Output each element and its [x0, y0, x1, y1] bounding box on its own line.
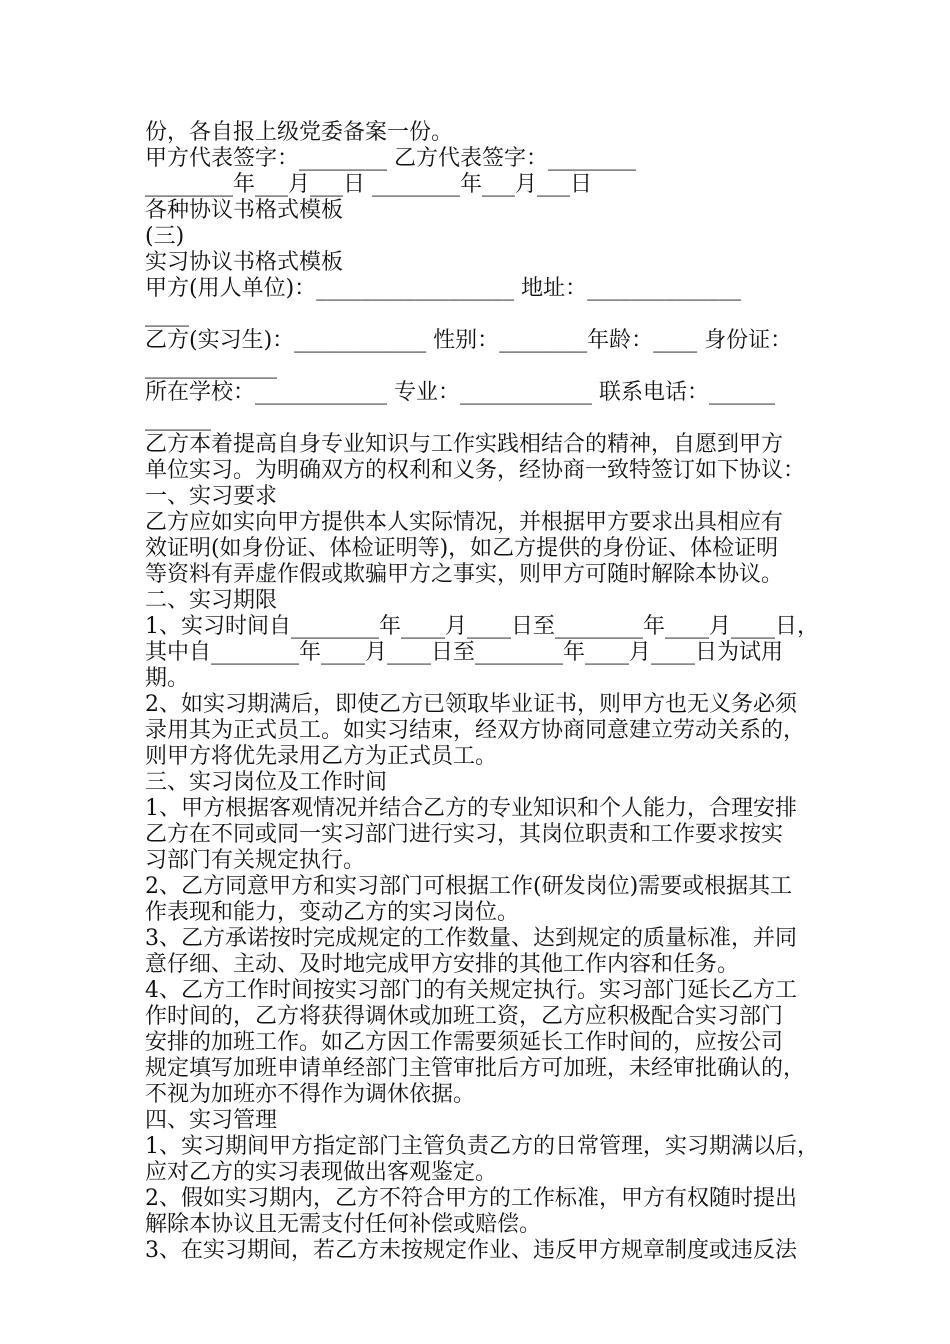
text-line: 习部门有关规定执行。	[145, 848, 366, 873]
text-line: 1、实习时间自________年____月____日至________年____月____日，	[145, 614, 819, 639]
text-line: (三)	[145, 224, 185, 249]
text-line: 期。	[145, 666, 190, 691]
text-line: 乙方在不同或同一实习部门进行实习，其岗位职责和工作要求按实	[145, 822, 784, 847]
text-line: 甲方代表签字：________ 乙方代表签字：________	[145, 146, 636, 171]
text-line: 乙方(实习生)：____________ 性别：________年龄：____ 身份证：	[145, 328, 793, 353]
text-line: 四、实习管理	[145, 1108, 278, 1133]
text-line: 2、如实习期满后，即使乙方已领取毕业证书，则甲方也无义务必须	[145, 692, 797, 717]
text-line: 2、假如实习期内，乙方不符合甲方的工作标准，甲方有权随时提出	[145, 1186, 797, 1211]
document-body	[145, 120, 825, 1264]
text-line: 3、在实习期间，若乙方未按规定作业、违反甲方规章制度或违反法	[145, 1238, 797, 1263]
text-line: 应对乙方的实习表现做出客观鉴定。	[145, 1160, 498, 1185]
text-line: 乙方应如实向甲方提供本人实际情况，并根据甲方要求出具相应有	[145, 510, 784, 535]
text-line: 1、甲方根据客观情况并结合乙方的专业知识和个人能力，合理安排	[145, 796, 797, 821]
text-line: ______	[145, 406, 211, 431]
text-line: 4、乙方工作时间按实习部门的有关规定执行。实习部门延长乙方工	[145, 978, 797, 1003]
text-line: 单位实习。为明确双方的权利和义务，经协商一致特签订如下协议：	[145, 458, 806, 483]
text-line: 意仔细、主动、及时地完成甲方安排的其他工作内容和任务。	[145, 952, 740, 977]
text-line: 作表现和能力，变动乙方的实习岗位。	[145, 900, 520, 925]
text-line: 所在学校：____________ 专业：____________ 联系电话：______	[145, 380, 775, 405]
text-line: ________年___月___日 ________年___月___日	[145, 172, 592, 197]
text-line: 效证明(如身份证、体检证明等)，如乙方提供的身份证、体检证明	[145, 536, 779, 561]
text-line: 1、实习期间甲方指定部门主管负责乙方的日常管理，实习期满以后，	[145, 1134, 819, 1159]
text-line: 安排的加班工作。如乙方因工作需要须延长工作时间的，应按公司	[145, 1030, 784, 1055]
text-line: 3、乙方承诺按时完成规定的工作数量、达到规定的质量标准，并同	[145, 926, 797, 951]
text-line: 各种协议书格式模板	[145, 198, 344, 223]
text-line: 三、实习岗位及工作时间	[145, 770, 388, 795]
text-line: 甲方(用人单位)：__________________ 地址：______________	[145, 276, 742, 301]
text-line: 规定填写加班申请单经部门主管审批后方可加班，未经审批确认的，	[145, 1056, 806, 1081]
text-line: ____________	[145, 354, 277, 379]
text-line: 解除本协议且无需支付任何补偿或赔偿。	[145, 1212, 542, 1237]
text-line: 则甲方将优先录用乙方为正式员工。	[145, 744, 498, 769]
text-line: 2、乙方同意甲方和实习部门可根据工作(研发岗位)需要或根据其工	[145, 874, 793, 899]
text-line: 不视为加班亦不得作为调休依据。	[145, 1082, 476, 1107]
text-line: 实习协议书格式模板	[145, 250, 344, 275]
text-line: 乙方本着提高自身专业知识与工作实践相结合的精神，自愿到甲方	[145, 432, 784, 457]
text-line: 作时间的，乙方将获得调休或加班工资，乙方应积极配合实习部门	[145, 1004, 784, 1029]
text-line: ____	[145, 302, 189, 327]
text-line: 二、实习期限	[145, 588, 278, 613]
text-line: 一、实习要求	[145, 484, 278, 509]
text-line: 份，各自报上级党委备案一份。	[145, 120, 454, 145]
text-line: 等资料有弄虚作假或欺骗甲方之事实，则甲方可随时解除本协议。	[145, 562, 784, 587]
text-line: 其中自________年____月____日至________年____月____日为试用	[145, 640, 784, 665]
text-line: 录用其为正式员工。如实习结束，经双方协商同意建立劳动关系的，	[145, 718, 806, 743]
